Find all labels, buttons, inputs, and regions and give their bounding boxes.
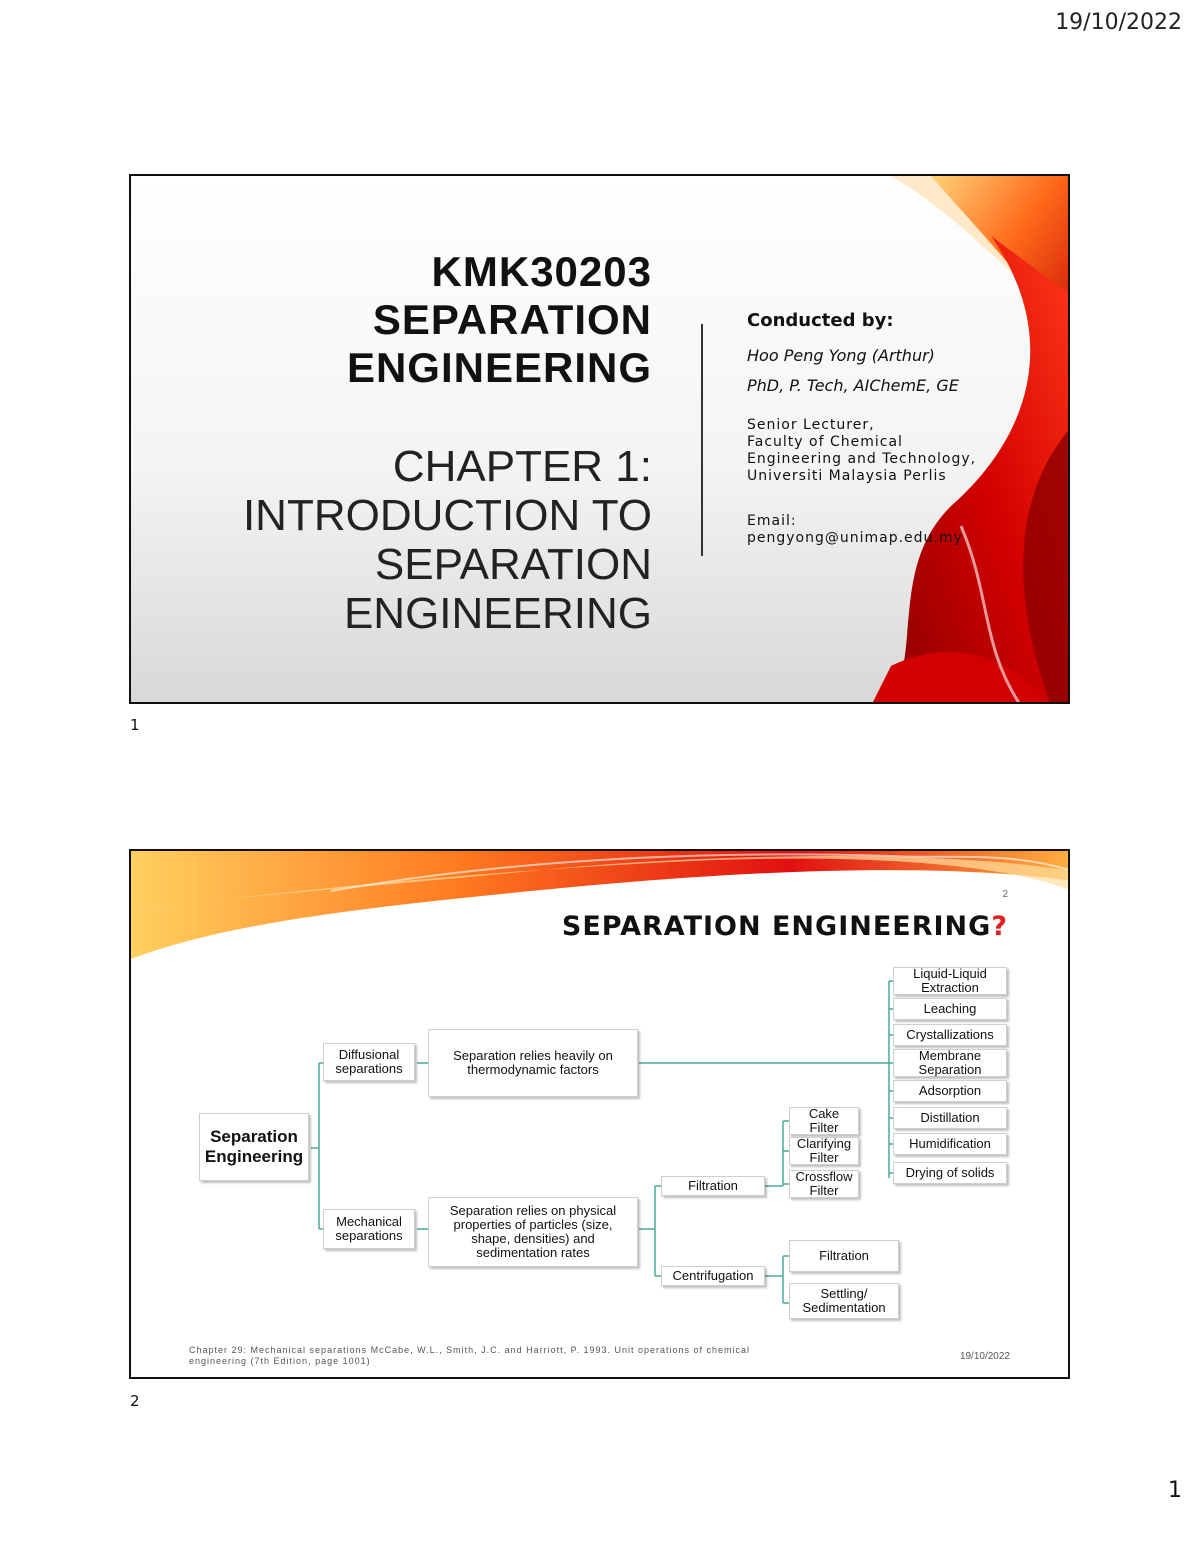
course-title: KMK30203 SEPARATION ENGINEERING <box>346 248 652 391</box>
instructor-position: Senior Lecturer, Faculty of Chemical Engineering and Technology, Universiti Malaysia Perlis <box>747 417 977 484</box>
slide-title: SEPARATION ENGINEERING? <box>561 911 1008 942</box>
chapter-title: CHAPTER 1: INTRODUCTION TO SEPARATION ENGINEERING <box>242 442 652 638</box>
settling-sedimentation-node: Settling/ Sedimentation <box>789 1283 899 1319</box>
instructor-name: Hoo Peng Yong (Arthur) <box>747 346 935 365</box>
vertical-divider <box>701 324 703 556</box>
diffusional-separations-node: Diffusional separations <box>323 1043 415 1081</box>
cake-filter-node: Cake Filter <box>789 1107 859 1135</box>
conducted-by-label: Conducted by: <box>747 310 894 331</box>
method-adsorption: Adsorption <box>893 1080 1007 1102</box>
filtration-node: Filtration <box>661 1176 765 1196</box>
email-block <box>747 513 976 547</box>
centrifugation-node: Centrifugation <box>661 1266 765 1286</box>
mechanical-separations-node: Mechanical separations <box>323 1209 415 1249</box>
centrifugation-filtration-node: Filtration <box>789 1240 899 1272</box>
separation-engineering-node: Separation Engineering <box>199 1113 309 1181</box>
clarifying-filter-node: Clarifying Filter <box>789 1137 859 1165</box>
method-humidification: Humidification <box>893 1133 1007 1155</box>
inner-slide-number: 2 <box>1002 889 1008 900</box>
instructor-credentials: PhD, P. Tech, AIChemE, GE <box>747 376 959 395</box>
email-label: Email: <box>747 513 797 529</box>
page-date: 19/10/2022 <box>1055 10 1182 35</box>
mechanical-description-node: Separation relies on physical properties of particles (size, shape, densities) and sedimentation rates <box>428 1197 638 1267</box>
method-drying-of-solids: Drying of solids <box>893 1162 1007 1184</box>
crossflow-filter-node: Crossflow Filter <box>789 1170 859 1198</box>
diffusional-description-node: Separation relies heavily on thermodynamic factors <box>428 1029 638 1097</box>
slide-number-2: 2 <box>130 1392 140 1410</box>
method-liquid-liquid-extraction: Liquid-Liquid Extraction <box>893 967 1007 995</box>
instructor-info <box>747 310 976 547</box>
email-link[interactable]: pengyong@unimap.edu.my <box>747 530 963 546</box>
slide-1 <box>129 174 1070 704</box>
method-leaching: Leaching <box>893 998 1007 1020</box>
method-distillation: Distillation <box>893 1107 1007 1129</box>
slide-2 <box>129 849 1070 1379</box>
page-number: 1 <box>1168 1478 1182 1503</box>
method-membrane-separation: Membrane Separation <box>893 1049 1007 1077</box>
slide-date: 19/10/2022 <box>959 1351 1010 1362</box>
slide-number-1: 1 <box>130 716 140 734</box>
citation: Chapter 29: Mechanical separations McCabe, W.L., Smith, J.C. and Harriott, P. 1993. Unit operations of chemical engineering (7th Edition, page 1001) <box>189 1345 751 1366</box>
method-crystallizations: Crystallizations <box>893 1024 1007 1046</box>
